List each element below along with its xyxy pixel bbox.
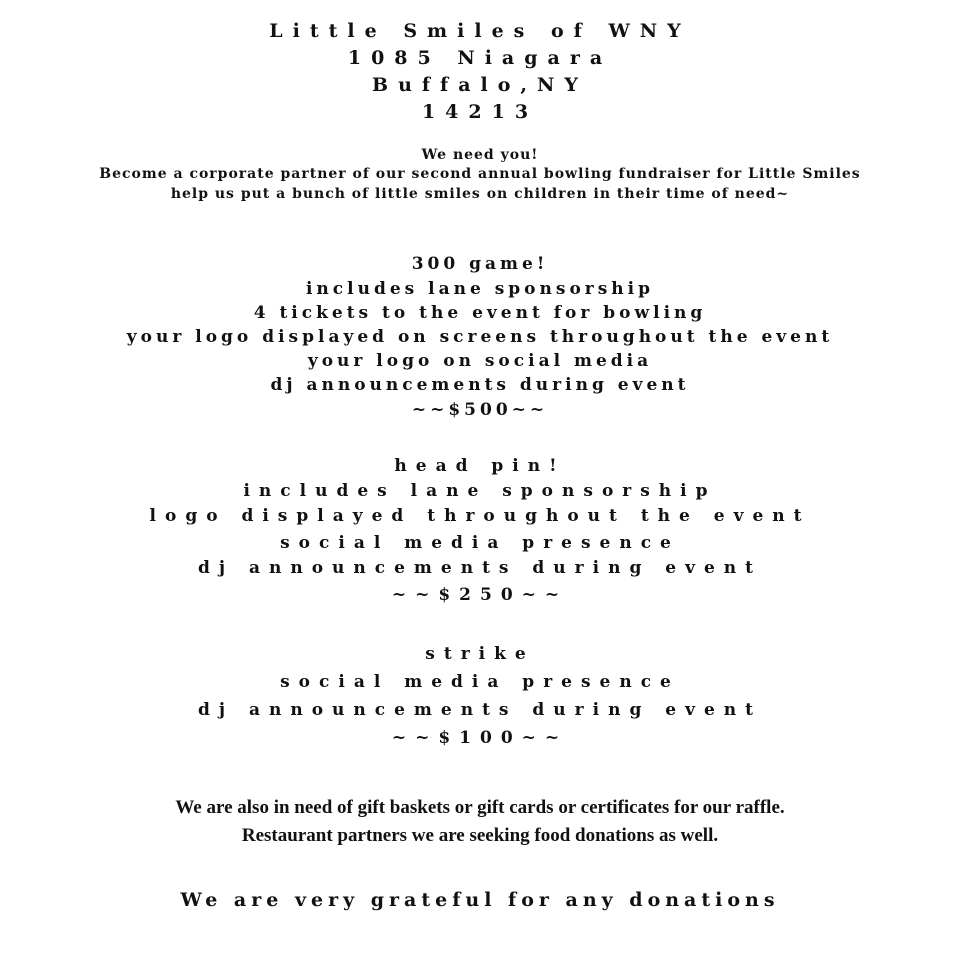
tier-strike-item: dj announcements during event xyxy=(198,700,762,720)
tier-headpin-item: includes lane sponsorship xyxy=(243,481,717,501)
tier-300-item: dj announcements during event xyxy=(270,375,690,395)
tier-300-price: ~~$500~~ xyxy=(411,400,549,420)
tier-strike-title: strike xyxy=(425,644,535,664)
intro-headline: We need you! xyxy=(421,147,539,163)
tier-300-item: includes lane sponsorship xyxy=(305,279,655,299)
zip-code: 14213 xyxy=(421,101,539,123)
intro-line-help: help us put a bunch of little smiles on children in their time of need~ xyxy=(170,186,790,202)
restaurant-note: Restaurant partners we are seeking food donations as well. xyxy=(241,825,719,846)
tier-headpin-title: head pin! xyxy=(394,456,566,476)
street-address: 1085 Niagara xyxy=(347,47,613,69)
org-name: Little Smiles of WNY xyxy=(269,20,691,42)
tier-300-item: 4 tickets to the event for bowling xyxy=(253,303,707,323)
tier-strike-price: ~~$100~~ xyxy=(391,728,569,748)
tier-headpin-item: logo displayed throughout the event xyxy=(149,506,811,526)
tier-300-title: 300 game! xyxy=(411,254,549,274)
tier-headpin-item: social media presence xyxy=(280,533,680,553)
closing-thanks: We are very grateful for any donations xyxy=(180,889,780,911)
tier-strike-item: social media presence xyxy=(280,672,680,692)
tier-headpin-item: dj announcements during event xyxy=(198,558,762,578)
city-state: Buffalo,NY xyxy=(372,74,588,96)
raffle-note: We are also in need of gift baskets or gift cards or certificates for our raffle. xyxy=(175,797,785,818)
tier-headpin-price: ~~$250~~ xyxy=(391,585,569,605)
intro-line-partner: Become a corporate partner of our second annual bowling fundraiser for Little Smiles xyxy=(99,166,861,182)
tier-300-item: your logo displayed on screens throughout the event xyxy=(126,327,834,347)
tier-300-item: your logo on social media xyxy=(307,351,653,371)
